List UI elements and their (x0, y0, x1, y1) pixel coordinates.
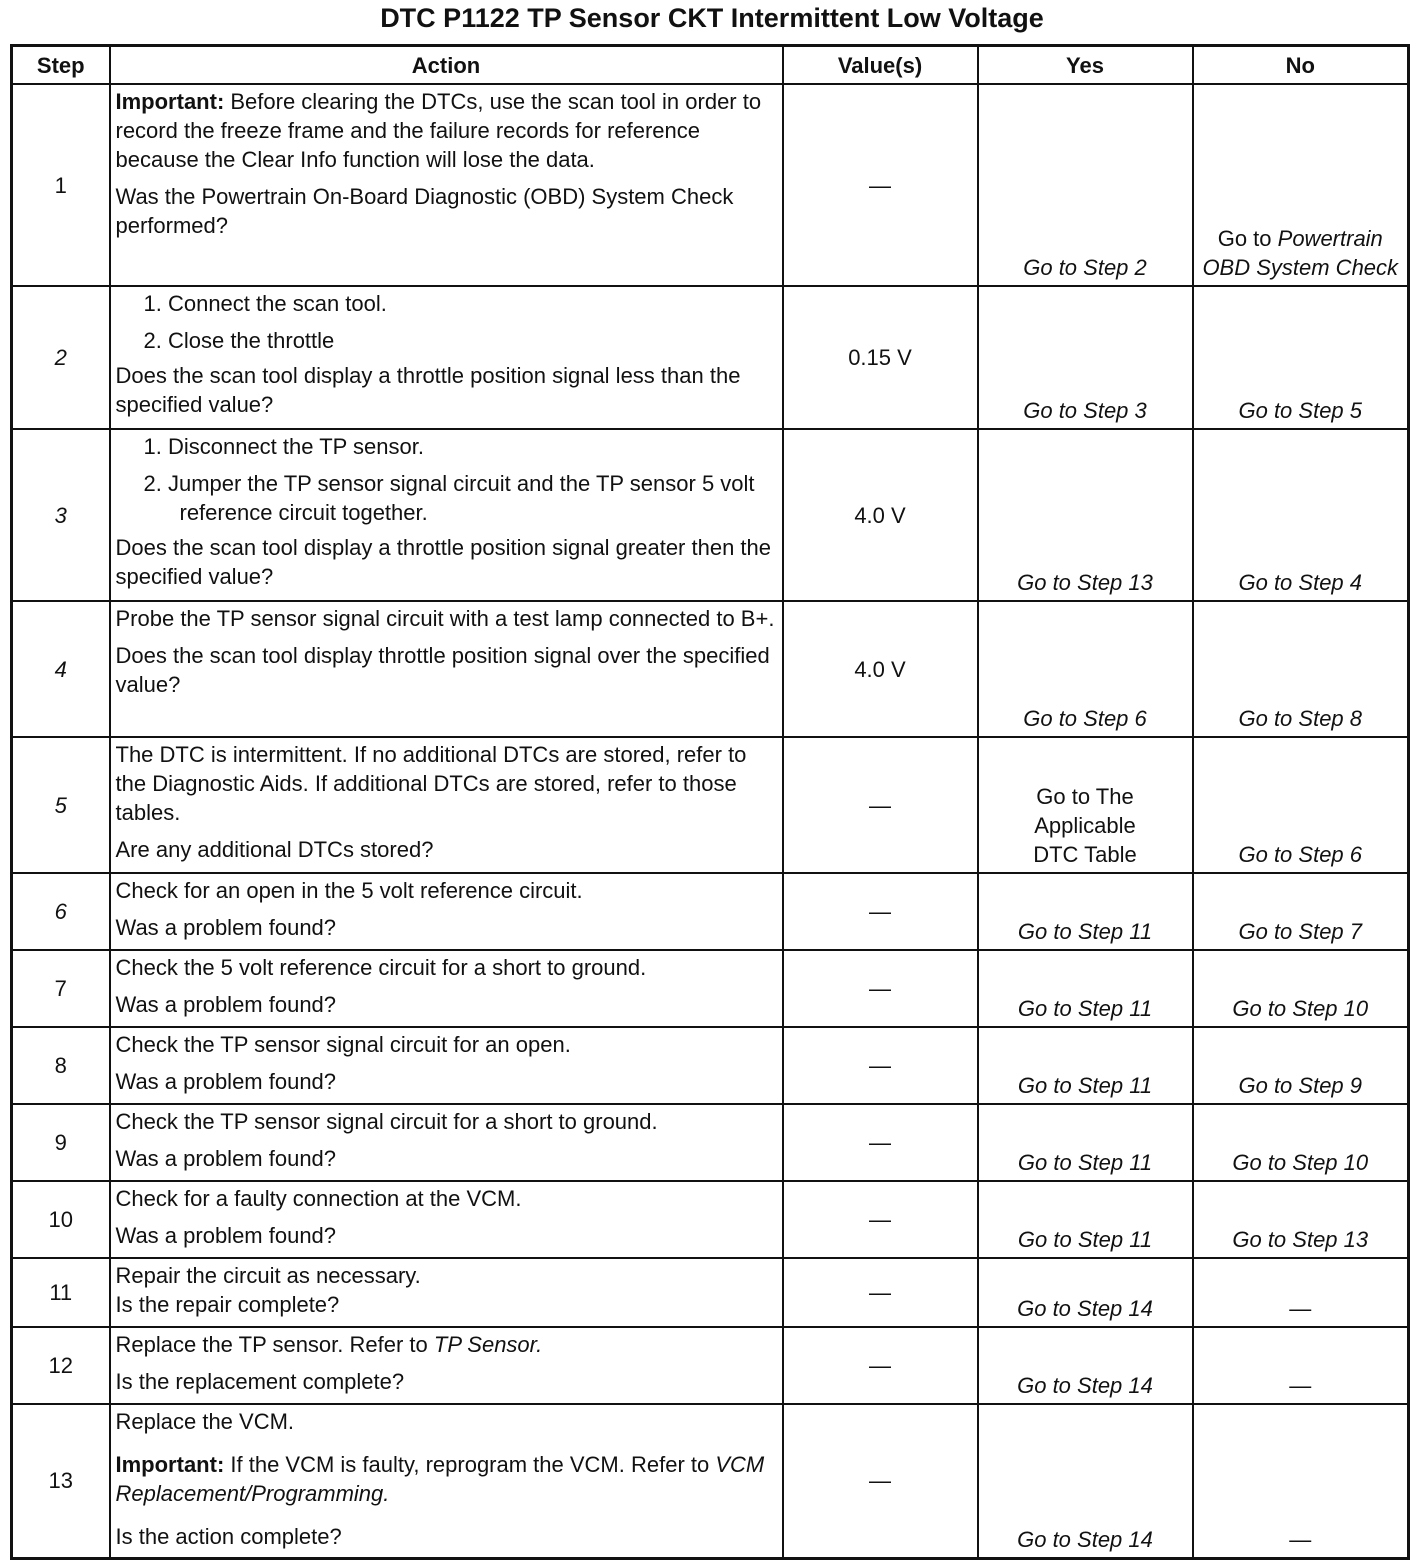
table-row (12, 1404, 1409, 1558)
important-note (116, 1450, 776, 1508)
value-cell: — (783, 1027, 978, 1104)
action-text: Check the 5 volt reference circuit for a short to ground. (115, 955, 647, 980)
action-cell (110, 873, 783, 950)
yes-cell: Go to Step 11 (978, 950, 1193, 1027)
yes-cell: Go to Step 11 (978, 873, 1193, 950)
no-cell: Go to Step 4 (1193, 429, 1409, 601)
header-yes: Yes (978, 46, 1193, 85)
yes-cell: Go to Step 11 (978, 1181, 1193, 1258)
action-text: Check the TP sensor signal circuit for a short to ground. (115, 1109, 658, 1134)
header-action: Action (110, 46, 783, 85)
action-cell (110, 429, 783, 601)
value-cell: — (783, 737, 978, 873)
action-question: Is the repair complete? (115, 1292, 340, 1317)
action-list-item: 2. Close the throttle (143, 328, 335, 353)
no-cell: Go to Step 10 (1193, 1104, 1409, 1181)
value-cell: 4.0 V (783, 429, 978, 601)
step-number: 6 (12, 873, 110, 950)
action-question: Was a problem found? (115, 1146, 337, 1171)
table-row (12, 601, 1409, 737)
important-text: Before clearing the DTCs, use the scan tool in order to record the freeze frame and the failure records for reference because the Clear Info function will lose the data. (115, 89, 762, 172)
step-number: 10 (12, 1181, 110, 1258)
no-cell: Go to Step 5 (1193, 286, 1409, 429)
yes-cell: Go to Step 14 (978, 1258, 1193, 1327)
diagnostic-table (10, 44, 1410, 1560)
no-reference: Powertrain OBD System Check (1202, 226, 1399, 280)
action-question: Was a problem found? (115, 915, 337, 940)
action-text (116, 1330, 776, 1359)
value-cell: — (783, 873, 978, 950)
yes-cell: Go to Step 2 (978, 84, 1193, 286)
table-row (12, 737, 1409, 873)
table-row (12, 1027, 1409, 1104)
action-question: Was the Powertrain On-Board Diagnostic (OBD) System Check performed? (115, 184, 734, 238)
header-no: No (1193, 46, 1409, 85)
important-reference: VCM Replacement/Programming. (115, 1452, 765, 1506)
action-question: Was a problem found? (115, 1223, 337, 1248)
yes-cell (978, 737, 1193, 873)
value-cell: — (783, 84, 978, 286)
no-cell: Go to Step 13 (1193, 1181, 1409, 1258)
table-row (12, 1181, 1409, 1258)
value-cell: — (783, 1258, 978, 1327)
action-cell (110, 1181, 783, 1258)
step-number: 4 (12, 601, 110, 737)
action-text: Check for an open in the 5 volt reference circuit. (115, 878, 583, 903)
value-cell: — (783, 1404, 978, 1558)
action-list-item: 1. Disconnect the TP sensor. (143, 434, 424, 459)
action-question: Does the scan tool display a throttle position signal less than the specified value? (115, 363, 741, 417)
no-cell: Go to Step 6 (1193, 737, 1409, 873)
page-title: DTC P1122 TP Sensor CKT Intermittent Low Voltage (380, 3, 1044, 33)
yes-text: Go to The Applicable DTC Table (1033, 784, 1137, 867)
step-number: 12 (12, 1327, 110, 1404)
action-text: Repair the circuit as necessary. (115, 1263, 421, 1288)
step-number: 11 (12, 1258, 110, 1327)
important-label: Important: (115, 89, 225, 114)
action-text: Probe the TP sensor signal circuit with a test lamp connected to B+. (115, 606, 775, 631)
table-row (12, 84, 1409, 286)
header-step: Step (12, 46, 110, 85)
action-question: Was a problem found? (115, 1069, 337, 1094)
table-row (12, 286, 1409, 429)
step-number: 9 (12, 1104, 110, 1181)
action-cell (110, 1404, 783, 1558)
step-number: 13 (12, 1404, 110, 1558)
action-cell (110, 1104, 783, 1181)
no-cell: Go to Step 10 (1193, 950, 1409, 1027)
action-cell (110, 1327, 783, 1404)
table-row (12, 1258, 1409, 1327)
no-cell: Go to Step 7 (1193, 873, 1409, 950)
no-prefix: Go to (1217, 226, 1272, 251)
action-question: Was a problem found? (115, 992, 337, 1017)
yes-cell: Go to Step 11 (978, 1027, 1193, 1104)
action-cell (110, 84, 783, 286)
step-number: 2 (12, 286, 110, 429)
table-row (12, 429, 1409, 601)
value-cell: 0.15 V (783, 286, 978, 429)
yes-cell: Go to Step 11 (978, 1104, 1193, 1181)
table-row (12, 1327, 1409, 1404)
no-cell: Go to Step 9 (1193, 1027, 1409, 1104)
action-text-prefix: Replace the TP sensor. Refer to (115, 1332, 434, 1357)
step-number: 8 (12, 1027, 110, 1104)
value-cell: 4.0 V (783, 601, 978, 737)
action-question: Are any additional DTCs stored? (115, 837, 434, 862)
yes-cell: Go to Step 14 (978, 1327, 1193, 1404)
action-question: Does the scan tool display a throttle position signal greater then the specified value? (115, 535, 772, 589)
value-cell: — (783, 1104, 978, 1181)
action-cell (110, 950, 783, 1027)
action-cell (110, 601, 783, 737)
table-row (12, 1104, 1409, 1181)
action-list-item: 2. Jumper the TP sensor signal circuit and the TP sensor 5 volt reference circuit together. (143, 471, 755, 525)
no-cell: — (1193, 1404, 1409, 1558)
no-cell: — (1193, 1327, 1409, 1404)
action-text: The DTC is intermittent. If no additional DTCs are stored, refer to the Diagnostic Aids. If additional DTCs are stored, refer to those tables. (115, 742, 747, 825)
action-cell (110, 1027, 783, 1104)
action-question: Is the action complete? (115, 1524, 342, 1549)
action-question: Is the replacement complete? (115, 1369, 405, 1394)
no-cell: — (1193, 1258, 1409, 1327)
header-row (12, 46, 1409, 85)
action-question: Does the scan tool display throttle position signal over the specified value? (115, 643, 770, 697)
value-cell: — (783, 1327, 978, 1404)
important-note (116, 87, 776, 174)
yes-cell: Go to Step 3 (978, 286, 1193, 429)
yes-cell: Go to Step 13 (978, 429, 1193, 601)
no-cell: Go to Step 8 (1193, 601, 1409, 737)
value-cell: — (783, 950, 978, 1027)
action-cell (110, 1258, 783, 1327)
step-number: 3 (12, 429, 110, 601)
yes-cell: Go to Step 6 (978, 601, 1193, 737)
action-text: Check for a faulty connection at the VCM. (115, 1186, 522, 1211)
action-list-item: 1. Connect the scan tool. (143, 291, 387, 316)
table-row (12, 950, 1409, 1027)
yes-cell: Go to Step 14 (978, 1404, 1193, 1558)
table-row (12, 873, 1409, 950)
important-label: Important: (115, 1452, 225, 1477)
action-text: Replace the VCM. (115, 1409, 295, 1434)
step-number: 1 (12, 84, 110, 286)
step-number: 7 (12, 950, 110, 1027)
value-cell: — (783, 1181, 978, 1258)
action-cell (110, 286, 783, 429)
no-cell (1193, 84, 1409, 286)
action-reference: TP Sensor. (433, 1332, 543, 1357)
step-number: 5 (12, 737, 110, 873)
important-text: If the VCM is faulty, reprogram the VCM. Refer to (224, 1452, 716, 1477)
header-values: Value(s) (783, 46, 978, 85)
action-cell (110, 737, 783, 873)
action-text: Check the TP sensor signal circuit for an open. (115, 1032, 571, 1057)
